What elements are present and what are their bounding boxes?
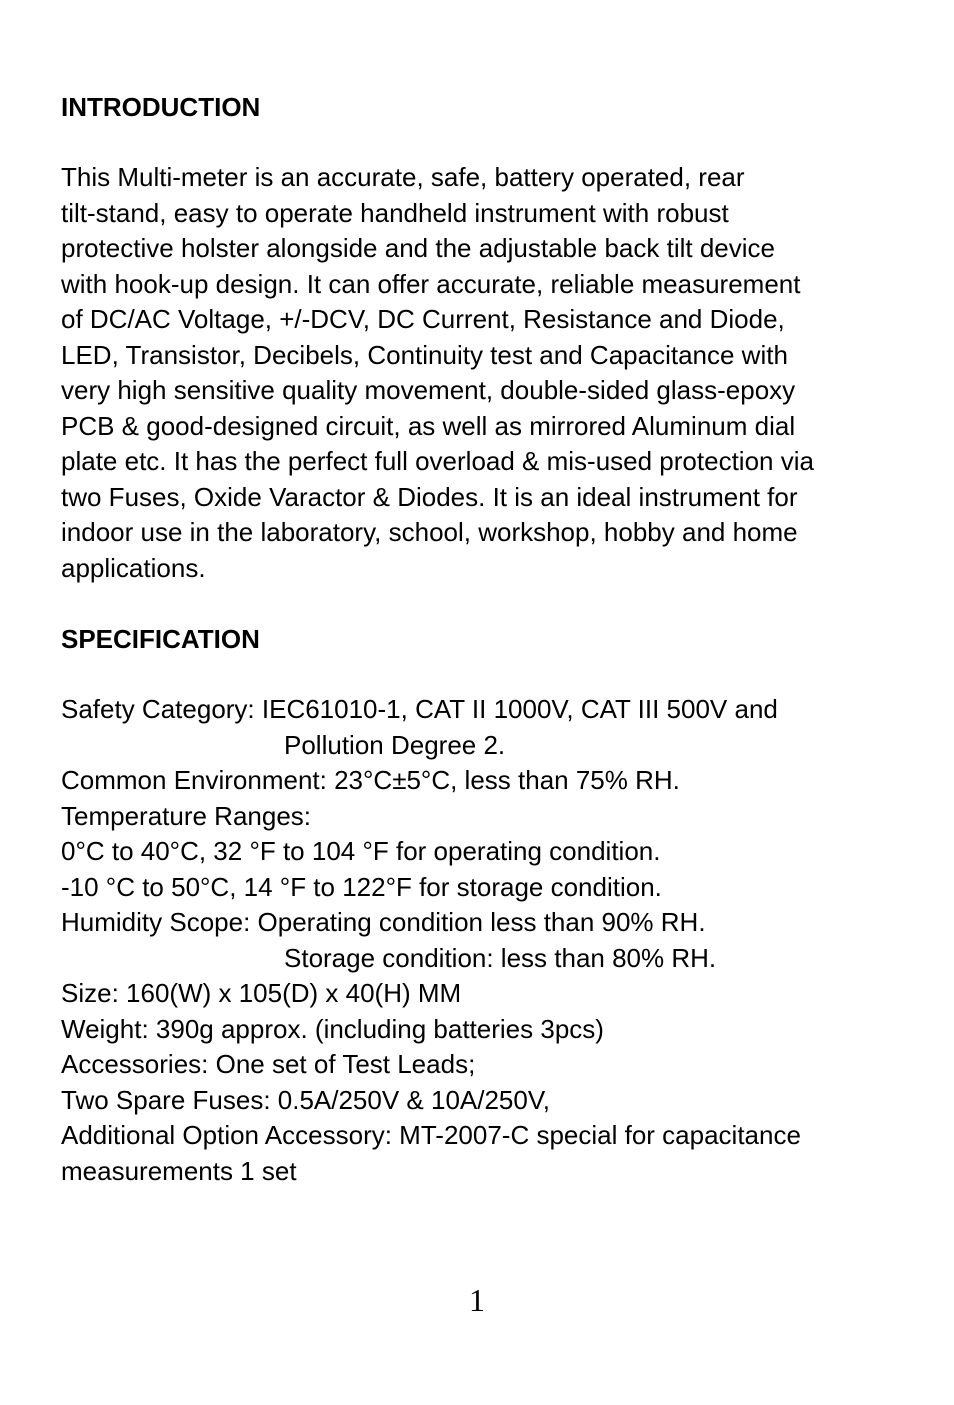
spec-line-operating-temperature: 0°C to 40°C, 32 °F to 104 °F for operating condition. [61,836,661,866]
introduction-heading: INTRODUCTION [61,92,261,122]
page-number: 1 [469,1282,485,1318]
intro-line: of DC/AC Voltage, +/-DCV, DC Current, Resistance and Diode, [61,304,785,334]
intro-line: with hook-up design. It can offer accurate, reliable measurement [61,268,801,299]
spec-line-size: Size: 160(W) x 105(D) x 40(H) MM [61,978,462,1008]
spec-line-accessories: Accessories: One set of Test Leads; [61,1049,476,1079]
spec-line-pollution-degree: Pollution Degree 2. [284,729,506,760]
intro-line: tilt-stand, easy to operate handheld instrument with robust [61,197,729,228]
intro-line: very high sensitive quality movement, double-sided glass-epoxy [61,375,796,405]
intro-line: plate etc. It has the perfect full overload & mis-used protection via [61,446,814,476]
introduction-paragraph [61,160,941,586]
spec-line-humidity-storage: Storage condition: less than 80% RH. [284,942,717,973]
spec-line-additional-option: Additional Option Accessory: MT-2007-C special for capacitance [61,1120,801,1150]
specification-heading: SPECIFICATION [61,624,260,654]
spec-line-storage-temperature: -10 °C to 50°C, 14 °F to 122°F for storage condition. [61,871,662,902]
specification-list [61,692,941,1189]
spec-line-humidity-operating: Humidity Scope: Operating condition less than 90% RH. [61,907,706,937]
intro-line: indoor use in the laboratory, school, workshop, hobby and home [61,517,798,547]
intro-line: two Fuses, Oxide Varactor & Diodes. It is an ideal instrument for [61,481,798,512]
intro-line: applications. [61,552,206,583]
intro-line: PCB & good-designed circuit, as well as mirrored Aluminum dial [61,410,796,441]
intro-line: protective holster alongside and the adjustable back tilt device [61,233,775,263]
spec-line-additional-option-cont: measurements 1 set [61,1155,297,1186]
spec-line-weight: Weight: 390g approx. (including batteries 3pcs) [61,1013,604,1044]
spec-line-temperature-ranges: Temperature Ranges: [61,800,312,831]
spec-line-safety-category: Safety Category: IEC61010-1, CAT II 1000V, CAT III 500V and [61,694,778,724]
spec-line-spare-fuses: Two Spare Fuses: 0.5A/250V & 10A/250V, [61,1084,551,1115]
spec-line-common-environment: Common Environment: 23°C±5°C, less than 75% RH. [61,765,680,795]
intro-line: This Multi-meter is an accurate, safe, battery operated, rear [61,162,745,192]
intro-line: LED, Transistor, Decibels, Continuity test and Capacitance with [61,339,788,370]
